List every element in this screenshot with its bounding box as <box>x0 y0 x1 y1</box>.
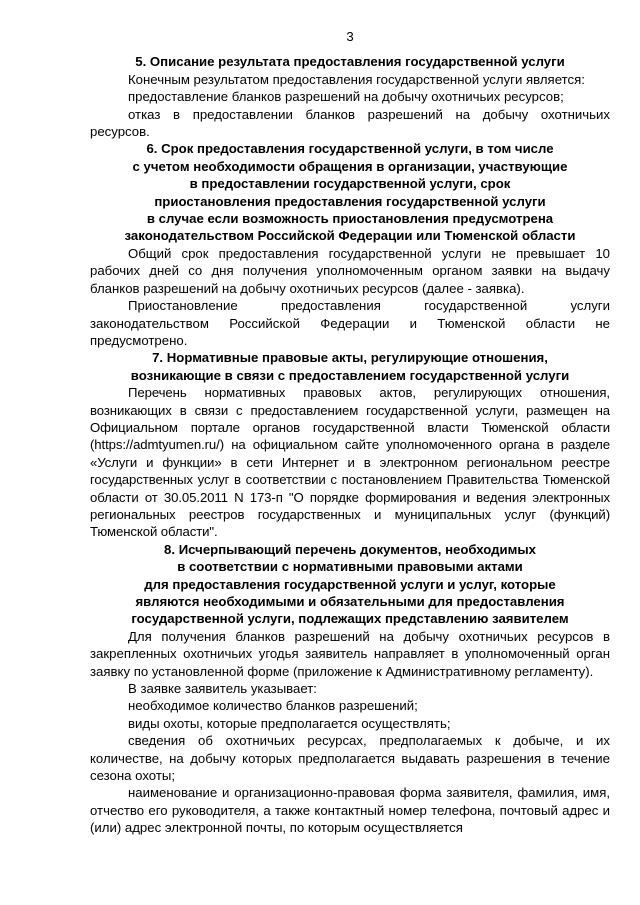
section-8-heading: 8. Исчерпывающий перечень документов, необходимых в соответствии с нормативными правовыми актами для предоставления государственной услуги и услуг, которые являются необходимыми и обязательными для предоставления государственной услуги, подлежащих представлению заявителем <box>131 541 569 627</box>
paragraph: Конечным результатом предоставления государственной услуги является: <box>128 71 585 87</box>
paragraph: отказ в предоставлении бланков разрешений на добычу охотничьих ресурсов. <box>90 106 610 140</box>
document-page <box>90 28 610 837</box>
paragraph: Общий срок предоставления государственной услуги не превышает 10 рабочих дней со дня получения уполномоченным органом заявки на выдачу бланков разрешений на добычу охотничьих ресурсов (далее - заявка). <box>90 245 610 296</box>
paragraph: виды охоты, которые предполагается осуществлять; <box>128 715 451 731</box>
paragraph: Приостановление предоставления государственной услуги законодательством Российской Федерации и Тюменской области не предусмотрено. <box>90 298 610 348</box>
section-7-heading: 7. Нормативные правовые акты, регулирующие отношения, возникающие в связи с предоставлением государственной услуги <box>130 350 570 383</box>
page-number: 3 <box>346 29 354 44</box>
paragraph: необходимое количество бланков разрешений; <box>128 698 418 714</box>
section-5-heading: 5. Описание результата предоставления государственной услуги <box>135 54 565 70</box>
section-6-heading: 6. Срок предоставления государственной услуги, в том числе с учетом необходимости обращения в организации, участвующие в предоставлении государственной услуги, срок приостановления предоставления государственной услуги в случае если возможность приостановления предусмотрена законодательством Российской Федерации или Тюменской области <box>124 141 576 244</box>
paragraph: В заявке заявитель указывает: <box>128 681 317 697</box>
paragraph: наименование и организационно-правовая форма заявителя, фамилия, имя, отчество его руководителя, а также контактный номер телефона, почтовый адрес и (или) адрес электронной почты, по которым осуществляется <box>90 785 610 836</box>
paragraph: Для получения бланков разрешений на добычу охотничьих ресурсов в закрепленных охотничьих угодья заявитель направляет в уполномоченный орган заявку по установленной форме (приложение к Административному регламенту). <box>90 628 610 679</box>
paragraph: Перечень нормативных правовых актов, регулирующих отношения, возникающих в связи с предоставлением государственной услуги, размещен на Официальном портале органов государственной власти Тюменской области (https://admtyumen.ru/) на официальном сайте уполномоченного органа в разделе «Услуги и функции» в сети Интернет и в электронном региональном реестре государственных услуг в соответствии с постановлением Правительства Тюменской области от 30.05.2011 N 173-п "О порядке формирования и ведения электронных региональных реестров государственных и муниципальных услуг (функций) Тюменской области". <box>90 385 610 540</box>
paragraph: предоставление бланков разрешений на добычу охотничьих ресурсов; <box>128 89 564 105</box>
paragraph: сведения об охотничьих ресурсах, предполагаемых к добыче, и их количестве, на добычу которых предполагается выдавать разрешения в течение сезона охоты; <box>90 733 610 784</box>
